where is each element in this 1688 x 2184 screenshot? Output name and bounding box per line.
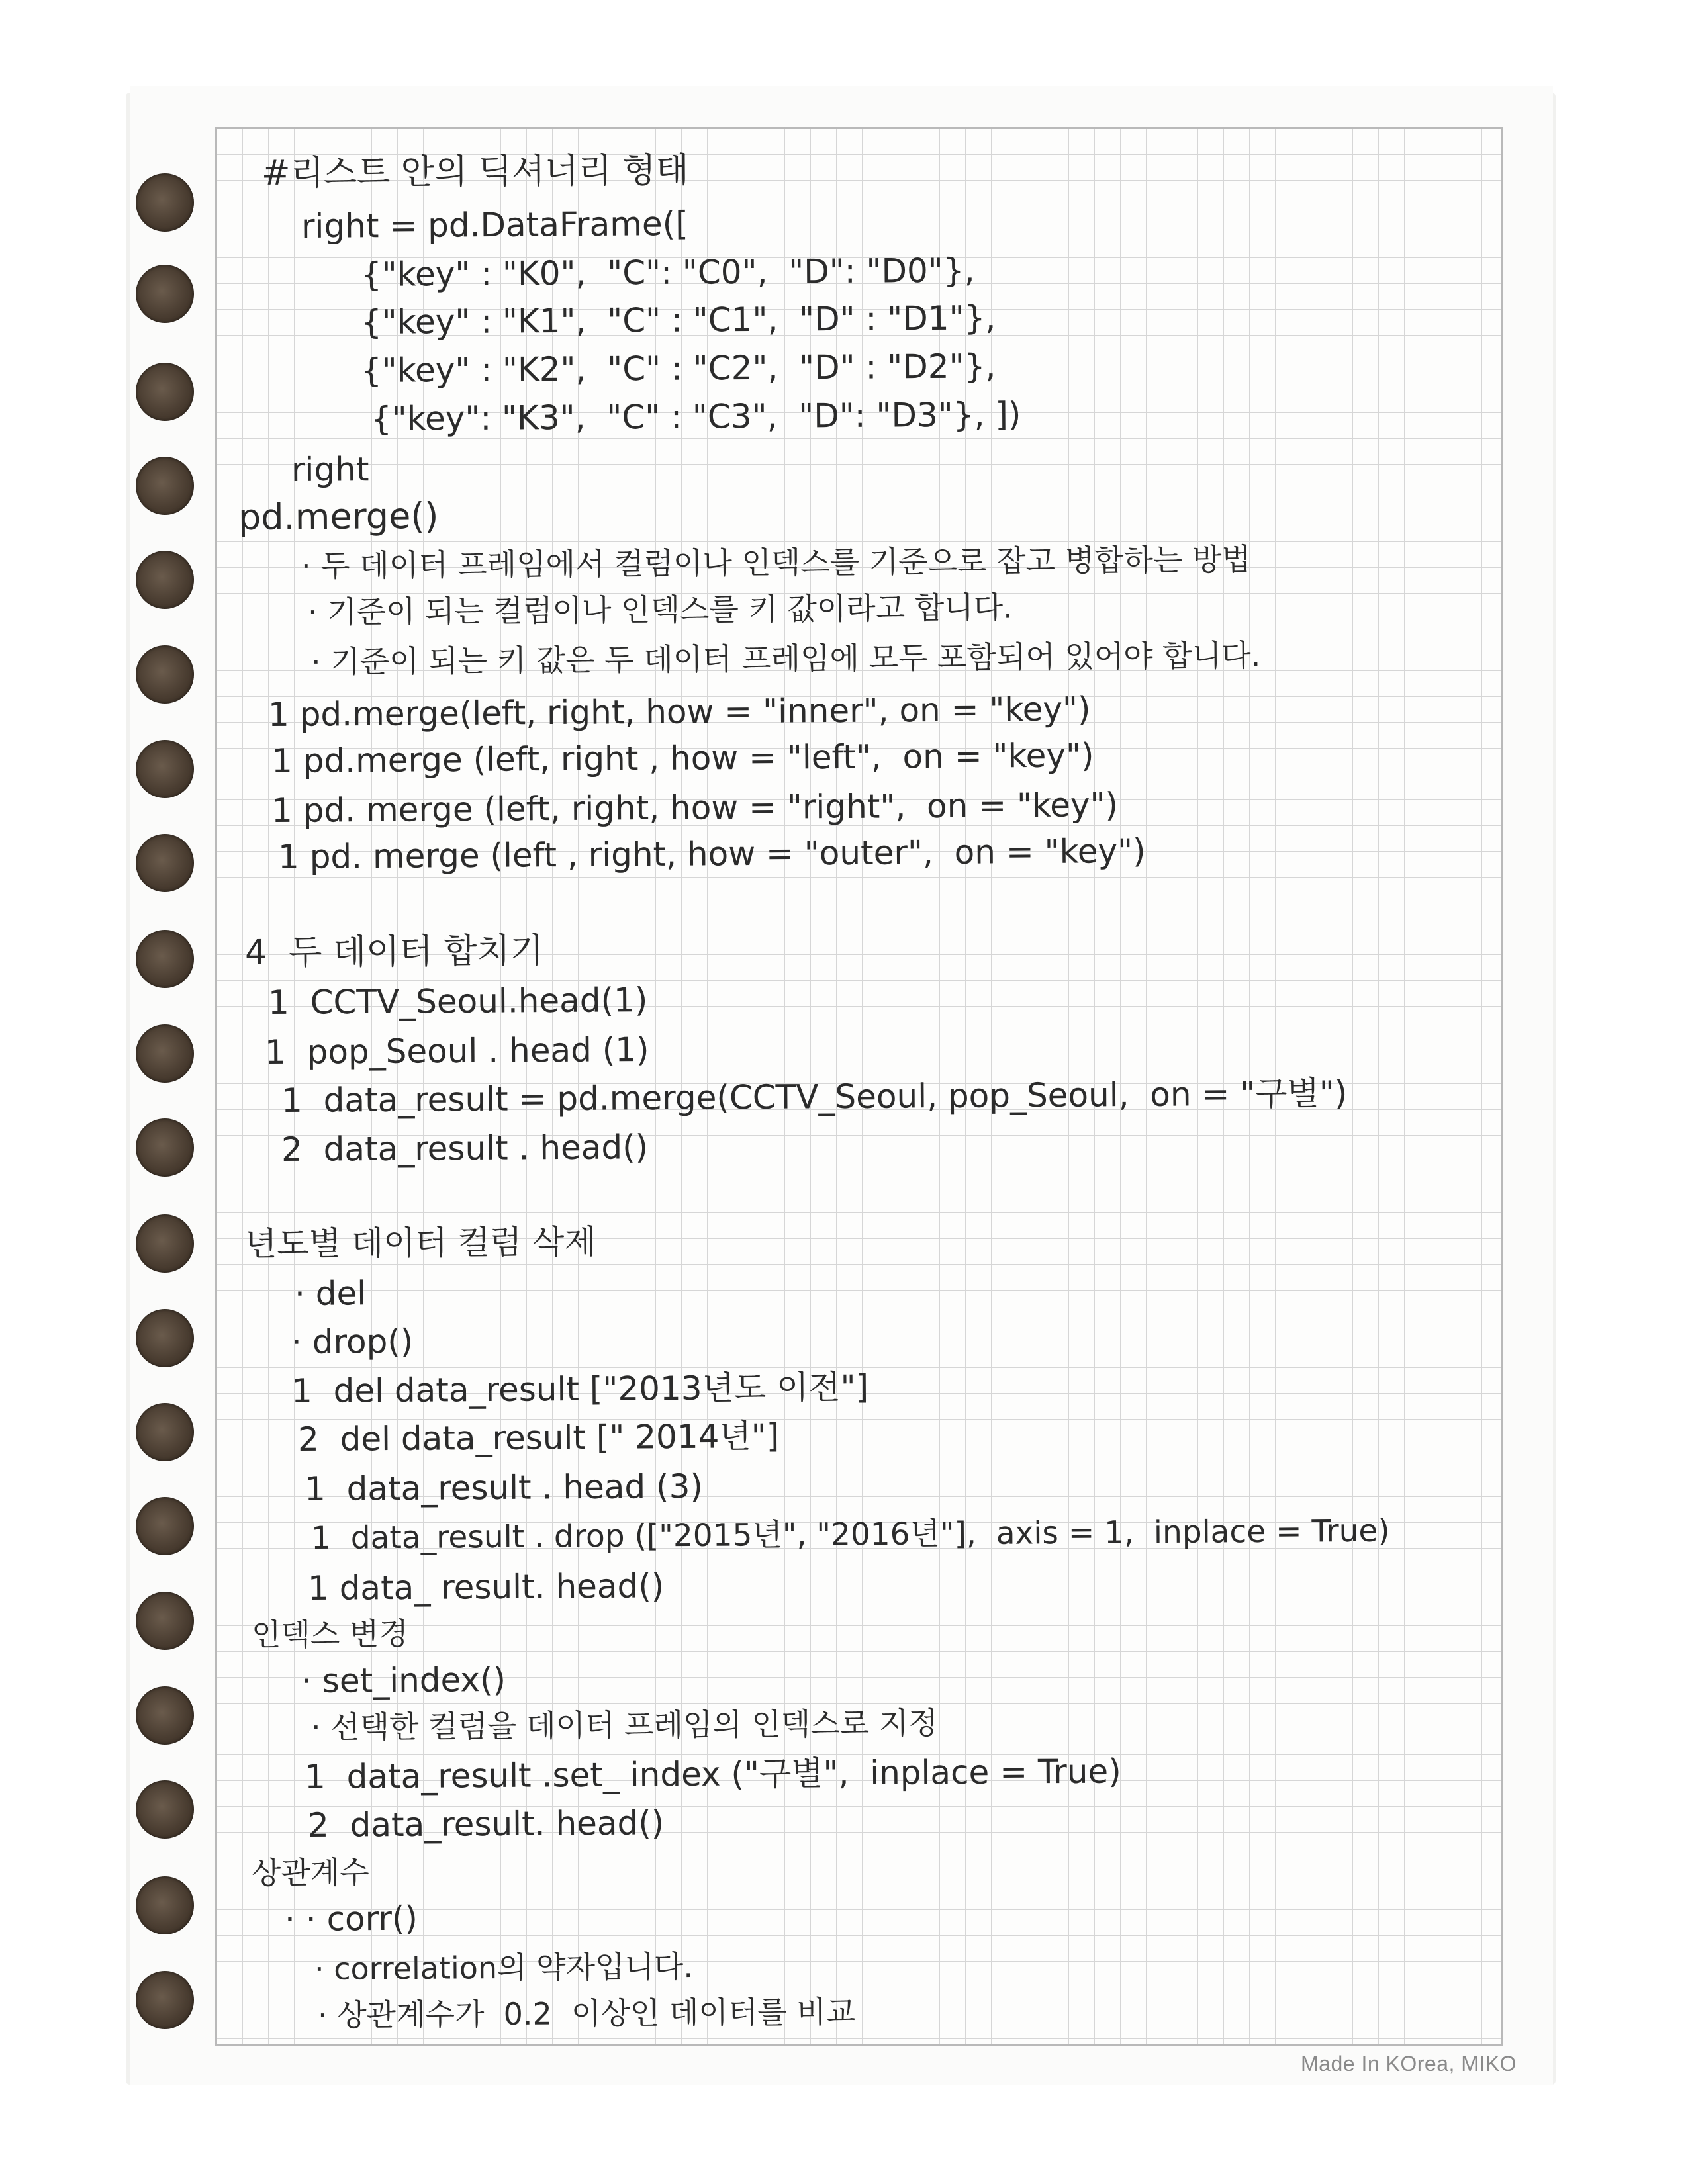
binder-hole [136,173,194,232]
note-bullet: · set_index() [301,1660,506,1700]
note-code-line: 1 pd. merge (left , right, how = "outer", on = "key") [277,831,1146,876]
binder-hole [136,1686,194,1745]
note-code-line: 2 data_result. head() [307,1803,665,1844]
note-code-line: 1 CCTV_Seoul.head(1) [267,980,648,1022]
note-code-line: 1 data_ result. head() [307,1567,665,1608]
binder-hole [136,363,194,421]
note-code-line: right = pd.DataFrame([ [301,204,688,246]
binder-hole [136,1971,194,2029]
binder-hole [136,1876,194,1934]
binder-hole [136,930,194,988]
note-bullet: · 두 데이터 프레임에서 컬럼이나 인덱스를 기준으로 잡고 병합하는 방법 [301,541,1252,584]
note-code-line: {"key": "K3", "C" : "C3", "D": "D3"}, ]) [370,395,1021,438]
note-bullet: · 기준이 되는 컬럼이나 인덱스를 키 값이라고 합니다. [307,589,1013,630]
note-heading: 년도별 데이터 컬럼 삭제 [244,1222,596,1263]
note-code-line: 1 data_result = pd.merge(CCTV_Seoul, pop_Seoul, on = "구별") [281,1073,1348,1120]
note-code-line: 1 data_result . head (3) [304,1467,704,1508]
note-heading: 4 두 데이터 합치기 [244,931,544,973]
note-code-line: 1 del data_result ["2013년도 이전"] [291,1367,869,1410]
note-bullet: · 선택한 컬럼을 데이터 프레임의 인덱스로 지정 [310,1705,938,1745]
binder-hole [136,1403,194,1461]
note-code-line: 2 del data_result [" 2014년"] [297,1416,780,1459]
binder-hole [136,265,194,323]
note-code-line: 2 data_result . head() [281,1128,649,1169]
note-bullet: · · corr() [284,1899,418,1938]
note-bullet: · del [294,1274,367,1313]
note-code-line: {"key" : "K2", "C" : "C2", "D" : "D2"}, [360,347,996,390]
note-code-line: 1 pd.merge(left, right, how = "inner", on = "key") [267,690,1091,734]
binder-hole [136,457,194,515]
note-heading: 인덱스 변경 [251,1615,408,1653]
binder-hole [136,1497,194,1555]
note-heading: pd.merge() [238,494,439,538]
brand-footer: Made In KOrea, MIKO [1301,2052,1517,2075]
note-code-line: {"key" : "K0", "C": "C0", "D": "D0"}, [360,251,975,294]
note-bullet: · drop() [291,1322,414,1361]
note-bullet: · 상관계수가 0.2 이상인 데이터를 비교 [317,1993,856,2033]
binder-hole [136,1118,194,1177]
note-bullet: · correlation의 약자입니다. [314,1948,694,1987]
note-bullet: · 기준이 되는 키 값은 두 데이터 프레임에 모두 포함되어 있어야 합니다. [310,637,1261,680]
note-code-line: 1 data_result .set_ index ("구별", inplace = True) [304,1752,1121,1796]
binder-hole [136,1780,194,1839]
note-code-line: 1 pd. merge (left, right, how = "right", on = "key") [271,786,1119,830]
binder-hole [136,834,194,892]
note-code-line: {"key" : "K1", "C" : "C1", "D" : "D1"}, [360,298,996,341]
binder-hole [136,1024,194,1083]
binder-hole [136,1214,194,1273]
note-heading: 상관계수 [251,1854,369,1891]
binder-hole [136,740,194,798]
binder-hole [136,1309,194,1367]
binder-hole [136,1592,194,1650]
note-code-line: 1 data_result . drop (["2015년", "2016년"], axis = 1, inplace = True) [310,1512,1390,1557]
note-code-line: 1 pop_Seoul . head (1) [264,1030,649,1071]
binder-hole [136,645,194,704]
binder-hole [136,551,194,609]
note-heading: #리스트 안의 딕셔너리 형태 [261,150,689,193]
note-code-line: right [291,450,369,489]
note-code-line: 1 pd.merge (left, right , how = "left", on = "key") [271,736,1094,780]
